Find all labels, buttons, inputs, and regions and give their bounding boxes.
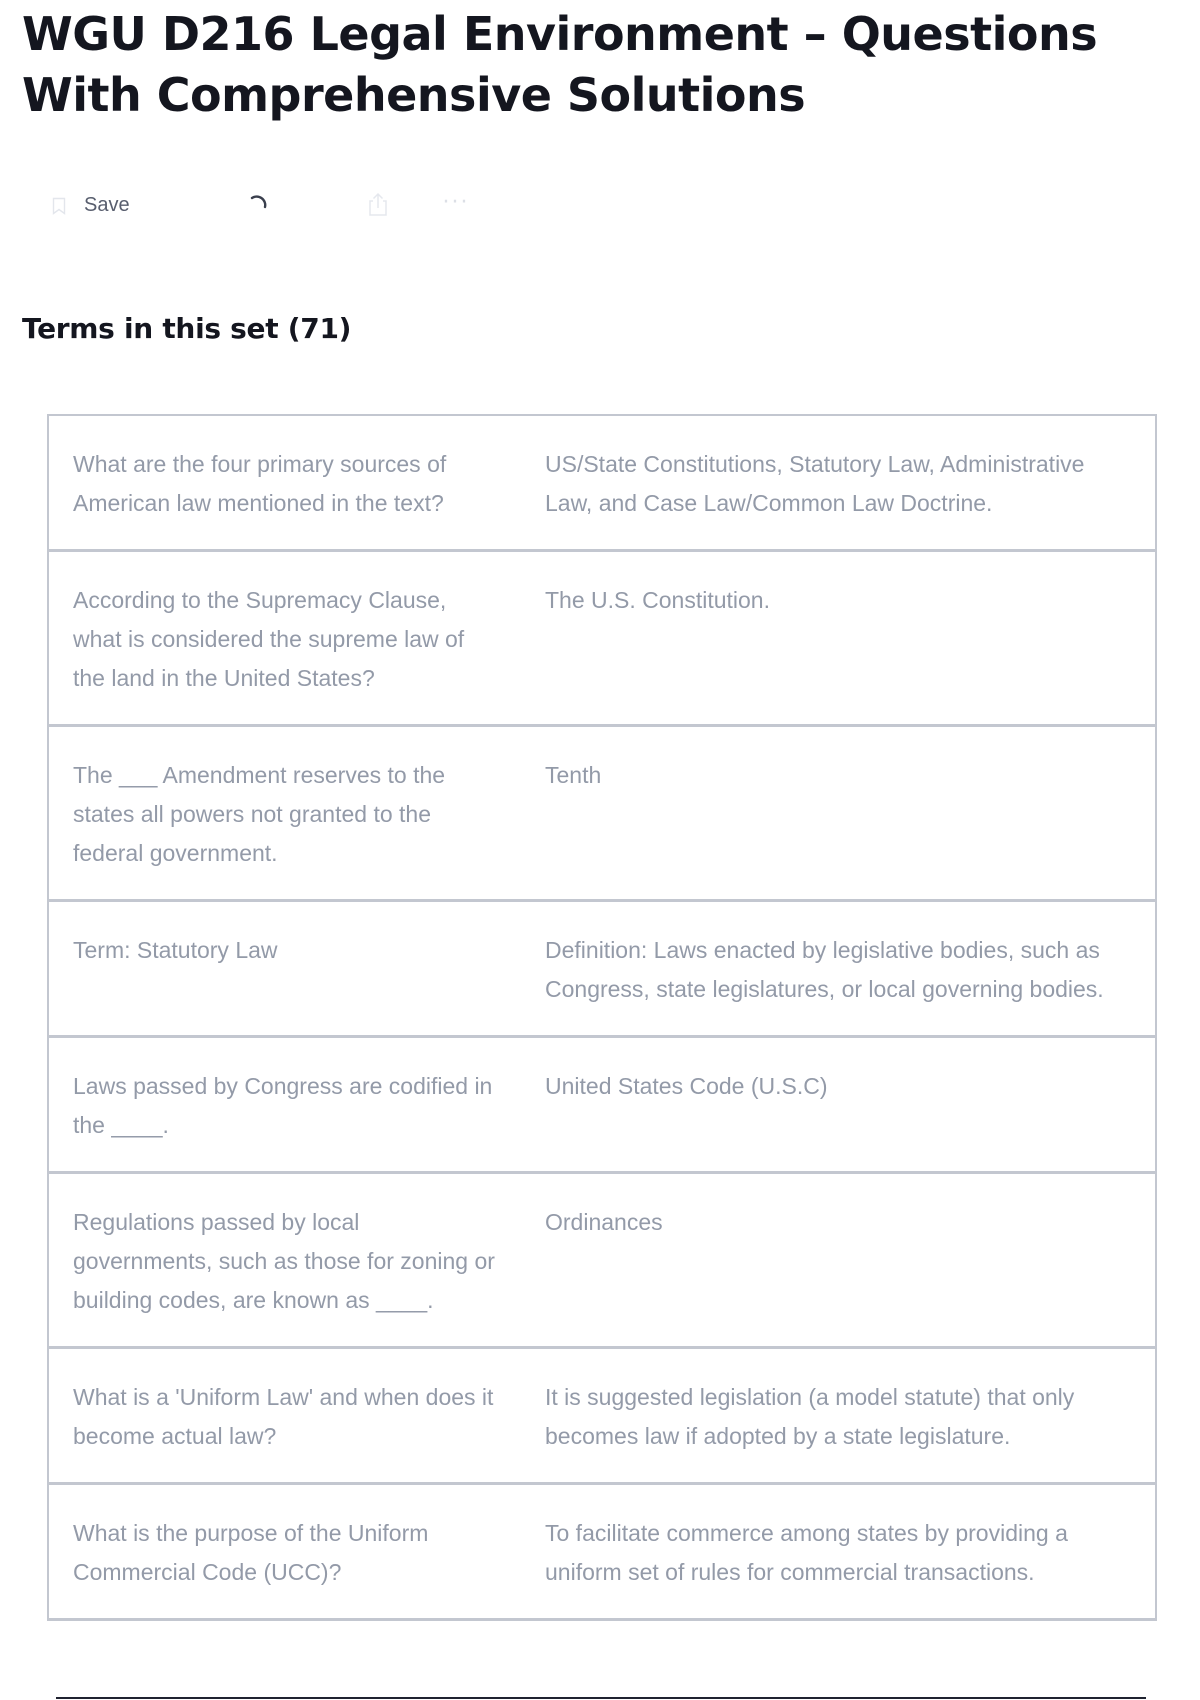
term-word: What are the four primary sources of American law mentioned in the text? bbox=[73, 451, 447, 516]
term-word: The ___ Amendment reserves to the states all powers not granted to the federal government. bbox=[73, 762, 446, 866]
share-button[interactable] bbox=[364, 190, 392, 218]
term-definition: United States Code (U.S.C) bbox=[545, 1073, 828, 1099]
spinner-icon bbox=[248, 192, 270, 214]
page-title: WGU D216 Legal Environment – Questions With Comprehensive Solutions bbox=[22, 7, 1098, 122]
term-row[interactable] bbox=[47, 1485, 1157, 1621]
term-word: What is a 'Uniform Law' and when does it become actual law? bbox=[73, 1384, 494, 1449]
term-word: What is the purpose of the Uniform Commercial Code (UCC)? bbox=[73, 1520, 429, 1585]
term-row[interactable] bbox=[47, 1038, 1157, 1174]
save-button[interactable] bbox=[52, 194, 130, 217]
term-definition: US/State Constitutions, Statutory Law, Administrative Law, and Case Law/Common Law Doctrine. bbox=[545, 451, 1085, 516]
term-definition: Definition: Laws enacted by legislative bodies, such as Congress, state legislatures, or local governing bodies. bbox=[545, 937, 1104, 1002]
more-icon: ··· bbox=[442, 189, 470, 215]
terms-count-heading: Terms in this set (71) bbox=[22, 312, 352, 345]
footer-divider bbox=[56, 1697, 1146, 1699]
term-definition: Tenth bbox=[545, 762, 602, 788]
share-icon bbox=[364, 190, 392, 218]
term-word: Term: Statutory Law bbox=[73, 937, 278, 963]
save-label: Save bbox=[84, 194, 130, 216]
term-word: Laws passed by Congress are codified in the ____. bbox=[73, 1073, 493, 1138]
term-row[interactable] bbox=[47, 727, 1157, 902]
term-row[interactable] bbox=[47, 902, 1157, 1038]
term-row[interactable] bbox=[47, 416, 1157, 552]
bookmark-icon bbox=[52, 197, 66, 215]
term-word: According to the Supremacy Clause, what is considered the supreme law of the land in the United States? bbox=[73, 587, 465, 691]
terms-list bbox=[47, 414, 1157, 1621]
set-toolbar bbox=[52, 186, 512, 226]
term-definition: It is suggested legislation (a model statute) that only becomes law if adopted by a state legislature. bbox=[545, 1384, 1075, 1449]
term-definition: To facilitate commerce among states by providing a uniform set of rules for commercial transactions. bbox=[545, 1520, 1068, 1585]
term-definition: Ordinances bbox=[545, 1209, 663, 1235]
term-row[interactable] bbox=[47, 552, 1157, 727]
term-definition: The U.S. Constitution. bbox=[545, 587, 770, 613]
term-row[interactable] bbox=[47, 1174, 1157, 1349]
more-options-button[interactable] bbox=[436, 188, 476, 216]
term-row[interactable] bbox=[47, 1349, 1157, 1485]
term-word: Regulations passed by local governments, such as those for zoning or building codes, are known as ____. bbox=[73, 1209, 495, 1313]
